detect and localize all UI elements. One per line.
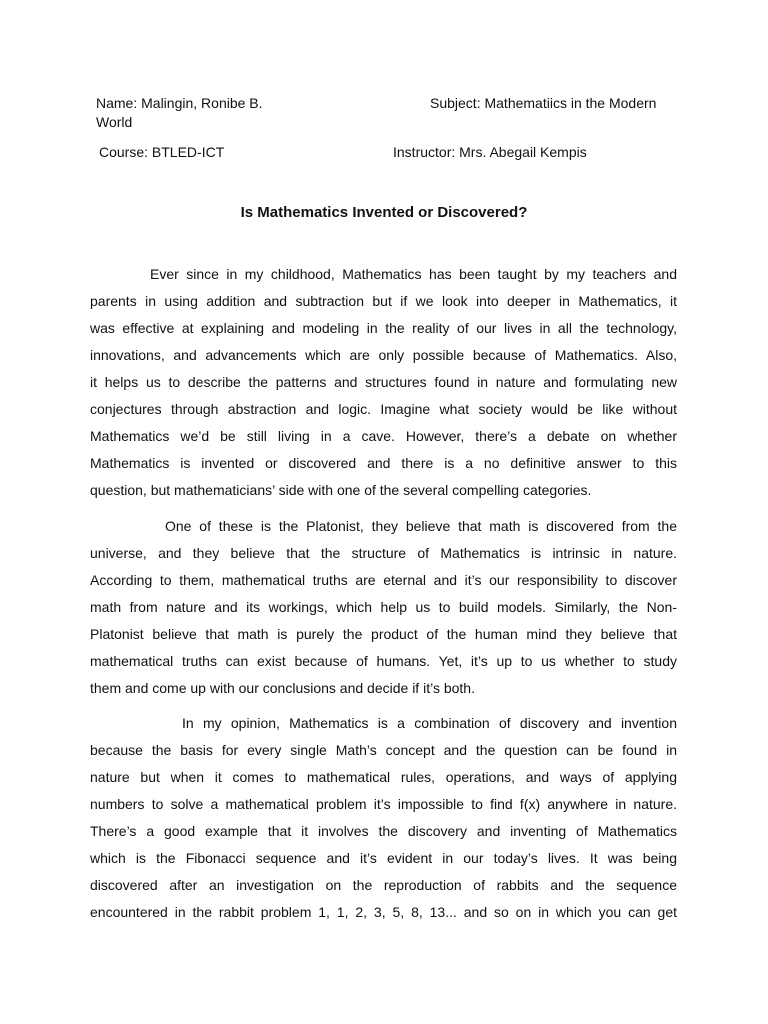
paragraph-line: was effective at explaining and modeling in the reality of our lives in all the technology, <box>90 320 677 336</box>
paragraph-line: math from nature and its workings, which help us to build models. Similarly, the Non- <box>90 599 677 615</box>
paragraph-line: encountered in the rabbit problem 1, 1, 2, 3, 5, 8, 13... and so on in which you can get <box>90 904 677 920</box>
paragraph-line: innovations, and advancements which are only possible because of Mathematics. Also, <box>90 347 677 363</box>
paragraph-line: One of these is the Platonist, they believe that math is discovered from the <box>165 518 677 534</box>
essay-title: Is Mathematics Invented or Discovered? <box>240 204 528 221</box>
paragraph-line: nature but when it comes to mathematical rules, operations, and ways of applying <box>90 769 677 785</box>
paragraph-line: it helps us to describe the patterns and structures found in nature and formulating new <box>90 374 677 390</box>
subject-line-wrap: World <box>96 114 133 130</box>
paragraph-line: Mathematics we’d be still living in a cave. However, there’s a debate on whether <box>90 428 677 444</box>
paragraph-3 <box>90 710 677 926</box>
paragraph-line: discovered after an investigation on the reproduction of rabbits and the sequence <box>90 877 677 893</box>
paragraph-line: because the basis for every single Math’s concept and the question can be found in <box>90 742 677 758</box>
paragraph-line: Platonist believe that math is purely the product of the human mind they believe that <box>90 626 677 642</box>
paragraph-2 <box>90 513 677 702</box>
paragraph-line: According to them, mathematical truths are eternal and it’s our responsibility to discover <box>90 572 677 588</box>
paragraph-line: them and come up with our conclusions and decide if it’s both. <box>90 680 475 696</box>
paragraph-line: numbers to solve a mathematical problem it’s impossible to find f(x) anywhere in nature. <box>90 796 677 812</box>
paragraph-line: universe, and they believe that the structure of Mathematics is intrinsic in nature. <box>90 545 677 561</box>
paragraph-line: Ever since in my childhood, Mathematics has been taught by my teachers and <box>150 266 677 282</box>
paragraph-line: Mathematics is invented or discovered and there is a no definitive answer to this <box>90 455 677 471</box>
instructor-line: Instructor: Mrs. Abegail Kempis <box>393 144 587 160</box>
paragraph-line: conjectures through abstraction and logic. Imagine what society would be like without <box>90 401 677 417</box>
subject-line: Subject: Mathematiics in the Modern <box>430 95 657 111</box>
paragraph-line: mathematical truths can exist because of humans. Yet, it’s up to us whether to study <box>90 653 677 669</box>
paragraph-line: parents in using addition and subtraction but if we look into deeper in Mathematics, it <box>90 293 677 309</box>
course-line: Course: BTLED-ICT <box>99 144 225 160</box>
paragraph-line: question, but mathematicians’ side with one of the several compelling categories. <box>90 482 592 498</box>
student-name: Name: Malingin, Ronibe B. <box>96 95 263 111</box>
paragraph-line: In my opinion, Mathematics is a combination of discovery and invention <box>182 715 677 731</box>
paragraph-line: which is the Fibonacci sequence and it’s evident in our today’s lives. It was being <box>90 850 677 866</box>
paragraph-line: There’s a good example that it involves the discovery and inventing of Mathematics <box>90 823 677 839</box>
paragraph-1 <box>90 261 677 504</box>
